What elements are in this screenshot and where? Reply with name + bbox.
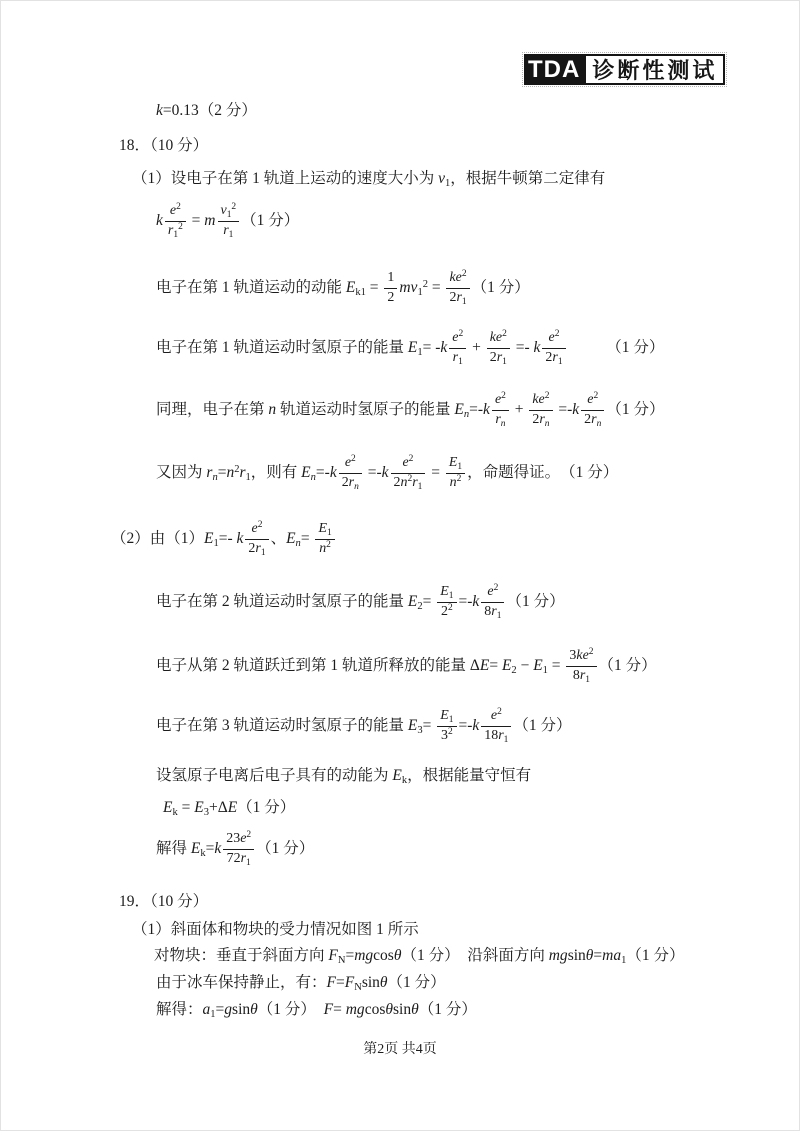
text-run: = <box>593 947 603 964</box>
fraction <box>391 455 426 491</box>
text-run: 解得： <box>156 1001 203 1018</box>
text-run: 电子在第 1 轨道运动时氢原子的能量 <box>156 339 408 356</box>
math-symbol: e <box>251 521 258 537</box>
math-symbol: ke <box>489 330 503 346</box>
q18-part2-given <box>111 514 337 566</box>
math-symbol: e <box>587 392 594 408</box>
text-run: 电子在第 2 轨道运动时氢原子的能量 <box>156 593 408 610</box>
math-symbol: 2 <box>554 329 560 340</box>
text-run: = <box>345 947 355 964</box>
text-run: （1 分） <box>387 974 446 991</box>
math-symbol: 1 <box>503 734 509 745</box>
fraction <box>446 270 469 306</box>
text-run: （1）斜面体和物块的受力情况如图 1 所示 <box>132 921 419 938</box>
math-symbol: r <box>223 222 229 238</box>
math-symbol: 1 <box>457 462 463 473</box>
math-symbol: e <box>494 392 502 408</box>
math-symbol: k <box>381 464 389 481</box>
math-symbol: 2 <box>497 707 502 718</box>
math-symbol: e <box>487 584 494 600</box>
math-symbol: 2 <box>502 329 507 340</box>
math-symbol: e <box>402 455 409 471</box>
math-symbol: r <box>579 667 586 683</box>
text-run: （1）设电子在第 1 轨道上运动的速度大小为 <box>132 170 439 187</box>
text-run: （1 分） <box>626 947 685 964</box>
fraction <box>339 455 362 491</box>
math-symbol: e <box>240 831 247 847</box>
answer-17-k-value <box>156 101 257 120</box>
math-symbol: r <box>496 349 503 365</box>
q18-total-energy-orbitn <box>156 385 664 437</box>
text-run: （1 分） <box>256 840 315 857</box>
math-symbol: r <box>495 411 501 427</box>
math-symbol: k <box>200 848 206 860</box>
math-symbol: 1 <box>445 178 451 190</box>
math-symbol: 2 <box>234 463 240 475</box>
math-symbol: 2 <box>447 727 453 738</box>
fraction <box>449 330 466 366</box>
text-run: ，则有 <box>250 464 302 481</box>
math-symbol: 1 <box>228 229 234 240</box>
text-run: 又因为 <box>156 464 207 481</box>
math-symbol: mg <box>345 1001 365 1018</box>
text-run: 3 <box>441 727 448 743</box>
math-symbol: v <box>438 170 446 187</box>
math-symbol: E <box>407 339 418 356</box>
math-symbol: E <box>318 521 327 537</box>
math-symbol: 2 <box>257 520 263 531</box>
text-run: 2 <box>341 474 349 490</box>
text-run: =- <box>315 464 330 481</box>
math-symbol: 1 <box>458 356 463 367</box>
text-run: 电子从第 2 轨道跃迁到第 1 轨道所释放的能量 Δ <box>156 657 480 674</box>
math-symbol: r <box>240 850 247 866</box>
math-symbol: E <box>440 708 449 724</box>
math-symbol: 2 <box>407 474 413 485</box>
math-symbol: e <box>169 203 177 219</box>
math-symbol: F <box>323 1001 334 1018</box>
math-symbol: 2 <box>501 391 506 402</box>
math-symbol: 2 <box>511 665 517 677</box>
math-symbol: k1 <box>355 287 366 299</box>
math-symbol: E <box>533 657 543 674</box>
text-run: 72 <box>226 850 241 866</box>
math-symbol: n <box>268 401 277 418</box>
q18-energy-orbit3 <box>156 701 572 753</box>
math-symbol: 2 <box>493 583 499 594</box>
text-run: ，根据牛顿第二定律有 <box>450 170 606 187</box>
text-run: 轨道运动时氢原子的能量 <box>276 401 455 418</box>
text-run: = <box>217 464 227 481</box>
math-symbol: 3 <box>417 725 423 737</box>
text-run: 电子在第 3 轨道运动时氢原子的能量 <box>156 717 408 734</box>
text-run: = <box>335 974 345 991</box>
fraction <box>165 203 186 239</box>
math-symbol: m <box>204 212 216 229</box>
math-symbol: N <box>337 955 346 967</box>
page-footer: 第2页 共4页 <box>363 1042 437 1057</box>
text-run: （1 分） <box>567 339 665 356</box>
text-run: 对物块：垂直于斜面方向 <box>154 947 329 964</box>
fraction <box>481 584 504 620</box>
math-symbol: r <box>456 289 462 305</box>
math-symbol: r <box>206 464 213 481</box>
text-run: ，命题得证。 （1 分） <box>467 464 619 481</box>
math-symbol: 1 <box>213 538 219 550</box>
text-run: sin <box>232 1001 251 1018</box>
question-18-header <box>119 136 208 155</box>
math-symbol: ke <box>449 270 462 286</box>
text-run: = <box>422 593 436 610</box>
text-run: （1 分） 沿斜面方向 <box>401 947 549 964</box>
math-symbol: 2 <box>588 647 594 658</box>
math-symbol: 1 <box>173 229 179 240</box>
math-symbol: n <box>400 474 408 490</box>
math-symbol: r <box>167 222 174 238</box>
math-symbol: v <box>220 203 227 219</box>
math-symbol: 2 <box>231 202 237 213</box>
math-symbol: r <box>255 540 261 556</box>
math-symbol: n <box>463 409 470 421</box>
fraction <box>384 270 397 306</box>
text-run: sin <box>361 974 380 991</box>
text-run: 2 <box>532 411 540 427</box>
math-symbol: 2 <box>408 454 414 465</box>
text-run: =0.13（2 分） <box>162 102 257 119</box>
fraction <box>218 203 240 239</box>
q18-proof-conclusion <box>156 448 618 500</box>
text-run: （1 分） <box>471 279 530 296</box>
fraction <box>487 330 510 366</box>
math-symbol: 1 <box>260 547 266 558</box>
fraction <box>529 392 552 428</box>
text-run: ，根据能量守恒有 <box>407 767 532 784</box>
q19-sled-static-equation <box>156 973 446 994</box>
text-run: （1 分） <box>418 1001 477 1018</box>
math-symbol: 2 <box>246 830 252 841</box>
math-symbol: θ <box>585 947 594 964</box>
math-symbol: E <box>392 767 402 784</box>
q19-block-equations <box>154 946 685 967</box>
question-19-header <box>119 892 208 911</box>
text-run: + <box>468 339 485 356</box>
text-run: 23 <box>226 831 241 847</box>
math-symbol: ke <box>576 648 589 664</box>
text-run: − <box>516 657 534 674</box>
math-symbol: N <box>354 982 362 994</box>
math-symbol: 2 <box>178 222 183 233</box>
math-symbol: e <box>548 330 555 346</box>
text-run: = - <box>422 339 441 356</box>
fraction <box>566 648 596 684</box>
math-symbol: n <box>310 472 316 484</box>
math-symbol: g <box>224 1001 233 1018</box>
q19-solutions <box>156 1000 477 1021</box>
math-symbol: n <box>544 418 550 429</box>
math-symbol: k <box>172 807 178 819</box>
text-run: =- <box>218 530 237 547</box>
math-symbol: θ <box>393 947 402 964</box>
math-symbol: 1 <box>417 287 423 299</box>
fraction <box>581 392 604 428</box>
text-run: 2 <box>393 474 401 490</box>
math-symbol: E <box>479 657 490 674</box>
math-symbol: 2 <box>176 202 181 213</box>
text-run: 2 <box>449 289 457 305</box>
math-symbol: E <box>440 584 449 600</box>
fraction <box>437 584 456 620</box>
math-symbol: E <box>407 593 418 610</box>
math-symbol: 1 <box>448 715 454 726</box>
q18-kinetic-energy-orbit1 <box>156 263 530 315</box>
text-run: （1 分） <box>606 401 665 418</box>
math-symbol: ma <box>602 947 622 964</box>
text-run: = <box>547 657 565 674</box>
math-symbol: n <box>295 538 301 550</box>
math-symbol: 2 <box>417 601 423 613</box>
math-symbol: E <box>286 530 296 547</box>
math-symbol: 2 <box>326 540 331 551</box>
math-symbol: r <box>552 349 558 365</box>
text-run: =- <box>363 464 382 481</box>
math-symbol: k <box>214 840 222 857</box>
text-run: =- <box>511 339 534 356</box>
math-symbol: 1 <box>448 591 454 602</box>
text-run: cos <box>364 1001 386 1018</box>
math-symbol: 1 <box>585 674 591 685</box>
math-symbol: n <box>500 418 506 429</box>
math-symbol: k <box>440 339 448 356</box>
text-run: 2 <box>441 603 448 619</box>
math-symbol: 1 <box>417 481 423 492</box>
math-symbol: E <box>454 401 464 418</box>
math-symbol: F <box>344 974 355 991</box>
q18-part1-intro <box>132 169 605 190</box>
text-run: 2 <box>489 349 497 365</box>
math-symbol: 1 <box>496 610 502 621</box>
text-run: 2 <box>387 289 395 305</box>
math-symbol: mg <box>548 947 568 964</box>
fraction <box>315 521 334 557</box>
text-run: = <box>187 212 205 229</box>
text-run: （2）由（1） <box>111 530 205 547</box>
q18-total-energy-orbit1 <box>156 323 664 375</box>
text-run: 设氢原子电离后电子具有的动能为 <box>156 767 393 784</box>
math-symbol: E <box>448 455 458 471</box>
math-symbol: E <box>227 799 238 816</box>
text-run: = <box>422 717 436 734</box>
text-run: 、 <box>270 530 287 547</box>
math-symbol: 2 <box>456 474 462 485</box>
fraction <box>446 455 465 491</box>
math-symbol: 2 <box>458 329 464 340</box>
fraction <box>223 831 254 867</box>
text-run: 解得 <box>156 840 191 857</box>
math-symbol: 2 <box>461 269 467 280</box>
math-symbol: r <box>452 349 459 365</box>
math-symbol: θ <box>250 1001 258 1018</box>
text-run: sin <box>392 1001 412 1018</box>
math-symbol: E <box>190 840 201 857</box>
math-symbol: F <box>326 974 336 991</box>
text-run: （1 分） <box>513 717 572 734</box>
text-run: = <box>427 279 445 296</box>
fraction <box>481 708 511 744</box>
tda-logo <box>524 54 725 85</box>
math-symbol: k <box>472 593 480 610</box>
math-symbol: 2 <box>447 603 453 614</box>
math-symbol: 1 <box>326 528 332 539</box>
math-symbol: k <box>572 401 580 418</box>
text-run: = <box>300 530 314 547</box>
math-symbol: 1 <box>226 210 232 221</box>
text-run: = <box>177 799 195 816</box>
text-run: = <box>489 657 502 674</box>
text-run: 1 <box>387 270 395 286</box>
text-run: 18 <box>484 727 499 743</box>
text-run: 2 <box>545 349 553 365</box>
math-symbol: E <box>194 799 204 816</box>
math-symbol: 1 <box>542 665 548 677</box>
q18-newton-second-law-formula <box>156 196 299 246</box>
math-symbol: r <box>348 474 355 490</box>
text-run: （1 分） <box>237 799 296 816</box>
math-symbol: n <box>354 481 359 492</box>
math-symbol: k <box>472 717 480 734</box>
math-symbol: E <box>501 657 512 674</box>
text-run: 18．（10 分） <box>119 137 209 154</box>
math-symbol: mg <box>354 947 374 964</box>
text-run: （1 分） <box>241 212 300 229</box>
math-symbol: r <box>591 411 597 427</box>
math-symbol: 1 <box>621 955 627 967</box>
q18-released-energy <box>156 641 657 693</box>
math-symbol: E <box>407 717 418 734</box>
math-symbol: e <box>452 330 459 346</box>
math-symbol: r <box>539 411 545 427</box>
math-symbol: 1 <box>461 296 467 307</box>
math-symbol: mv <box>399 279 418 296</box>
fraction <box>437 708 456 744</box>
math-symbol: 2 <box>422 278 428 290</box>
math-symbol: k <box>401 775 408 787</box>
math-symbol: 2 <box>351 454 356 465</box>
fraction <box>245 521 268 557</box>
math-symbol: k <box>533 339 541 356</box>
math-symbol: n <box>449 474 457 490</box>
math-symbol: E <box>204 530 214 547</box>
text-run: 8 <box>484 603 492 619</box>
math-symbol: 1 <box>557 356 563 367</box>
math-symbol: θ <box>379 974 388 991</box>
text-run: 19．（10 分） <box>119 893 209 910</box>
math-symbol: r <box>412 474 418 490</box>
math-symbol: r <box>498 727 504 743</box>
math-symbol: e <box>490 708 498 724</box>
text-run: = <box>333 1001 346 1018</box>
fraction <box>542 330 565 366</box>
text-run: （1 分） <box>257 1001 324 1018</box>
math-symbol: k <box>156 212 163 229</box>
math-symbol: e <box>344 455 351 471</box>
text-run: +Δ <box>208 799 228 816</box>
text-run: =- <box>554 401 573 418</box>
q18-energy-orbit2 <box>156 577 565 629</box>
math-symbol: k <box>329 464 337 481</box>
math-symbol: 1 <box>502 356 507 367</box>
math-symbol: n <box>596 418 602 429</box>
math-symbol: 3 <box>203 807 209 819</box>
fraction <box>492 392 509 428</box>
math-symbol: E <box>345 279 356 296</box>
text-run: 2 <box>584 411 592 427</box>
math-symbol: θ <box>385 1001 393 1018</box>
math-symbol: 1 <box>417 347 423 359</box>
math-symbol: 1 <box>245 472 251 484</box>
text-run: 3 <box>569 648 577 664</box>
text-run: = <box>427 464 444 481</box>
text-run: sin <box>567 947 586 964</box>
text-run: = <box>365 279 383 296</box>
math-symbol: a <box>202 1001 211 1018</box>
q18-final-answer <box>156 824 314 876</box>
text-run: cos <box>373 947 394 964</box>
math-symbol: ke <box>532 392 545 408</box>
text-run: 同理，电子在第 <box>156 401 269 418</box>
q19-part1-intro <box>132 920 419 939</box>
text-run: （1 分） <box>506 593 565 610</box>
text-run: 8 <box>572 667 580 683</box>
math-symbol: 2 <box>544 391 550 402</box>
math-symbol: 1 <box>246 857 251 868</box>
math-symbol: θ <box>411 1001 419 1018</box>
math-symbol: n <box>226 464 235 481</box>
math-symbol: F <box>328 947 338 964</box>
math-symbol: k <box>483 401 490 418</box>
tda-logo-text: 诊断性测试 <box>584 54 725 85</box>
text-run: + <box>510 401 528 418</box>
math-symbol: r <box>491 603 497 619</box>
text-run: =- <box>469 401 484 418</box>
math-symbol: k <box>236 530 244 547</box>
math-symbol: E <box>301 464 311 481</box>
math-symbol: E <box>163 799 173 816</box>
text-run: = <box>215 1001 225 1018</box>
math-symbol: 2 <box>593 391 599 402</box>
text-run: 2 <box>248 540 256 556</box>
tda-logo-mark: TDA <box>524 54 584 85</box>
text-run: =- <box>458 593 473 610</box>
q18-ionization-intro <box>156 766 531 787</box>
text-run: （1 分） <box>598 657 657 674</box>
math-symbol: r <box>239 464 246 481</box>
math-symbol: n <box>319 540 327 556</box>
text-run: 由于冰车保持静止，有： <box>156 974 327 991</box>
math-symbol: k <box>156 102 163 119</box>
text-run: =- <box>458 717 473 734</box>
math-symbol: 1 <box>210 1009 216 1021</box>
math-symbol: n <box>212 472 218 484</box>
text-run: 电子在第 1 轨道运动的动能 <box>156 279 346 296</box>
text-run: = <box>205 840 215 857</box>
q18-energy-conservation <box>163 798 295 819</box>
